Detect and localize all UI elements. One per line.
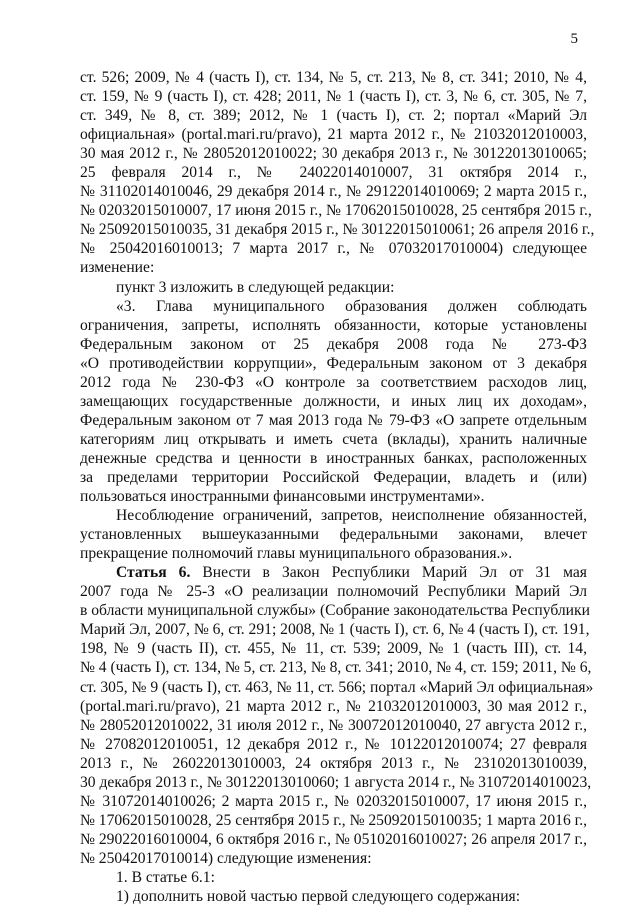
body-text [80,68,595,906]
text-line [80,258,587,277]
line-text: 25 февраля 2014 г., № 24022014010007, 31 октября 2014 г., [80,164,587,182]
text-line [80,316,587,335]
text-line [80,830,587,849]
line-text: ограничения, запреты, исполнять обязанности, которые установлены [80,316,587,334]
text-line [80,697,587,716]
text-line [80,354,587,373]
text-line [80,106,587,125]
line-text: 1) дополнить новой частью первой следующего содержания: [116,888,521,906]
text-line [80,163,587,182]
line-text: прекращение полномочий главы муниципального образования.». [80,545,513,563]
text-line [80,468,587,487]
text-line [80,87,587,106]
line-text: в области муниципальной службы» (Собрание законодательства Республики [80,602,590,620]
text-line [80,735,587,754]
text-line [80,849,587,868]
line-text: № 25042017010014) следующие изменения: [80,849,372,867]
line-text: 2007 года № 25-З «О реализации полномочий Республики Марий Эл [80,583,587,601]
text-line [80,68,587,87]
line-text: Федеральным законом от 7 мая 2013 года № 79-ФЗ «О запрете отдельным [80,411,587,429]
line-text: денежные средства и ценности в иностранных банках, расположенных [80,449,587,467]
line-text: 30 декабря 2013 г., № 30122013010060; 1 августа 2014 г., № 31072014010023, [80,773,592,791]
line-text: ст. 159, № 9 (часть I), ст. 428; 2011, № 1 (часть I), ст. 3, № 6, ст. 305, № 7, [80,88,587,106]
text-line [80,506,587,525]
line-text: (portal.mari.ru/pravo), 21 марта 2012 г., № 21032012010003, 30 мая 2012 г., [80,697,587,715]
text-line [80,430,587,449]
text-line [80,678,594,697]
text-line [80,716,587,735]
line-text: ст. 305, № 9 (часть I), ст. 463, № 11, ст. 566; портал «Марий Эл официальная» [80,678,594,696]
page-number: 5 [570,31,578,47]
line-text: «3. Глава муниципального образования должен соблюдать [116,297,587,315]
line-text: 1. В статье 6.1: [116,868,215,886]
text-line [80,773,592,792]
line-text: № 25092015010035, 31 декабря 2015 г., № 30122015010061; 26 апреля 2016 г., [80,221,595,239]
text-line [80,239,587,258]
line-text: 2012 года № 230-ФЗ «О контроле за соответствием расходов лиц, [80,373,587,391]
line-text: 198, № 9 (часть II), ст. 455, № 11, ст. 539; 2009, № 1 (часть III), ст. 14, [80,640,587,658]
text-line [80,411,587,430]
text-line [80,335,587,354]
text-line [80,525,587,544]
text-line [80,792,587,811]
text-line [80,620,590,639]
text-line [80,811,587,830]
line-text: замещающих государственные должности, и иных лиц их доходам», [80,392,587,410]
line-text: ст. 526; 2009, № 4 (часть I), ст. 134, № 5, ст. 213, № 8, ст. 341; 2010, № 4, [80,69,587,86]
line-text: ст. 349, № 8, ст. 389; 2012, № 1 (часть I), ст. 2; портал «Марий Эл [80,107,587,125]
line-text: Марий Эл, 2007, № 6, ст. 291; 2008, № 1 (часть I), ст. 6, № 4 (часть I), ст. 191, [80,621,590,639]
line-text: Несоблюдение ограничений, запретов, неисполнение обязанностей, [116,507,587,525]
line-text: пользоваться иностранными финансовыми инструментами». [80,488,485,506]
text-line [80,220,595,239]
line-text: № 02032015010007, 17 июня 2015 г., № 17062015010028, 25 сентября 2015 г., [80,202,592,220]
text-line [80,582,587,601]
text-line [80,658,592,677]
text-line [80,449,587,468]
line-text: Федеральным законом от 25 декабря 2008 года № 273-ФЗ [80,335,587,353]
line-text: № 25042016010013; 7 марта 2017 г., № 07032017010004) следующее [80,240,587,258]
text-line [80,278,587,297]
text-line [80,601,590,620]
line-text: № 28052012010022, 31 июля 2012 г., № 30072012010040, 27 августа 2012 г., [80,716,587,734]
text-line [80,544,587,563]
text-line [80,297,587,316]
line-text: № 31072014010026; 2 марта 2015 г., № 02032015010007, 17 июня 2015 г., [80,792,587,810]
text-line [80,754,587,773]
text-line [80,125,587,144]
line-text: № 4 (часть I), ст. 134, № 5, ст. 213, № 8, ст. 341; 2010, № 4, ст. 159; 2011, № 6, [80,659,592,677]
text-line [80,144,587,163]
text-line [80,373,587,392]
text-line [80,392,587,411]
text-line [80,182,587,201]
text-line [80,201,592,220]
line-text: категориям лиц открывать и иметь счета (вклады), хранить наличные [80,430,587,448]
line-text: Внести в Закон Республики Марий Эл от 31 мая [190,564,587,582]
line-text: «О противодействии коррупции», Федеральным законом от 3 декабря [80,354,587,372]
line-text: за пределами территории Российской Федерации, владеть и (или) [80,468,587,486]
text-line [80,868,587,887]
article-heading: Статья 6. [116,564,191,582]
line-text: № 27082012010051, 12 декабря 2012 г., № 10122012010074; 27 февраля [80,735,587,753]
text-line [80,487,587,506]
line-text: пункт 3 изложить в следующей редакции: [116,278,395,296]
line-text: 2013 г., № 26022013010003, 24 октября 2013 г., № 23102013010039, [80,754,587,772]
line-text: № 17062015010028, 25 сентября 2015 г., № 25092015010035; 1 марта 2016 г., [80,811,588,829]
line-text: изменение: [80,259,155,277]
line-text: установленных вышеуказанными федеральными законами, влечет [80,526,587,544]
text-line [80,639,587,658]
line-text: 30 мая 2012 г., № 28052012010022; 30 декабря 2013 г., № 30122013010065; [80,145,587,163]
text-line [80,887,587,906]
line-text: № 31102014010046, 29 декабря 2014 г., № 29122014010069; 2 марта 2015 г., [80,183,587,201]
line-text: официальная» (portal.mari.ru/pravo), 21 марта 2012 г., № 21032012010003, [80,126,587,144]
line-text: № 29022016010004, 6 октября 2016 г., № 05102016010027; 26 апреля 2017 г., [80,830,587,848]
text-line [80,563,587,582]
